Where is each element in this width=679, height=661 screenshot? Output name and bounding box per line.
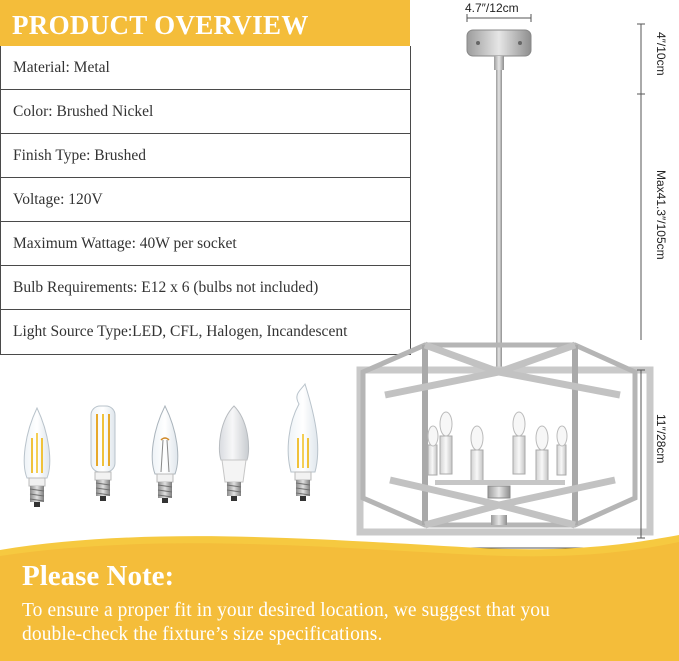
- canopy-height-label: 4″/10cm: [654, 32, 668, 76]
- spec-voltage: Voltage: 120V: [1, 178, 410, 222]
- spec-color: Color: Brushed Nickel: [1, 90, 410, 134]
- canopy: [467, 30, 531, 70]
- chandelier-diagram: [345, 0, 679, 560]
- clear-incandescent-candle-bulb-icon: [152, 406, 178, 503]
- spec-finish-type: Finish Type: Brushed: [1, 134, 410, 178]
- dimension-lines: [360, 14, 650, 552]
- spec-bulb-requirements: Bulb Requirements: E12 x 6 (bulbs not included): [1, 266, 410, 310]
- led-filament-candle-bulb-icon: [24, 408, 50, 507]
- frosted-led-candle-bulb-icon: [219, 406, 248, 501]
- max-height-label: Max41.3″/105cm: [654, 170, 668, 260]
- fixture-frame: [360, 345, 650, 532]
- product-overview-title: PRODUCT OVERVIEW: [12, 10, 309, 40]
- please-note-title: Please Note:: [22, 560, 175, 592]
- body-height-label: 11″/28cm: [654, 414, 668, 464]
- note-text-line-1: To ensure a proper fit in your desired location, we suggest that you: [22, 600, 551, 621]
- t10-filament-bulb-icon: [91, 406, 115, 501]
- compatible-bulbs: [15, 378, 345, 518]
- bent-tip-filament-bulb-icon: [288, 384, 318, 501]
- note-text-line-2: double-check the fixture’s size specifications.: [22, 624, 383, 645]
- canopy-width-label: 4.7″/12cm: [465, 1, 519, 15]
- candle-lights: [428, 412, 567, 485]
- spec-light-source-type: Light Source Type:LED, CFL, Halogen, Incandescent: [13, 323, 348, 340]
- down-rod: [496, 70, 502, 370]
- spec-material: Material: Metal: [1, 46, 410, 90]
- spec-max-wattage: Maximum Wattage: 40W per socket: [1, 222, 410, 266]
